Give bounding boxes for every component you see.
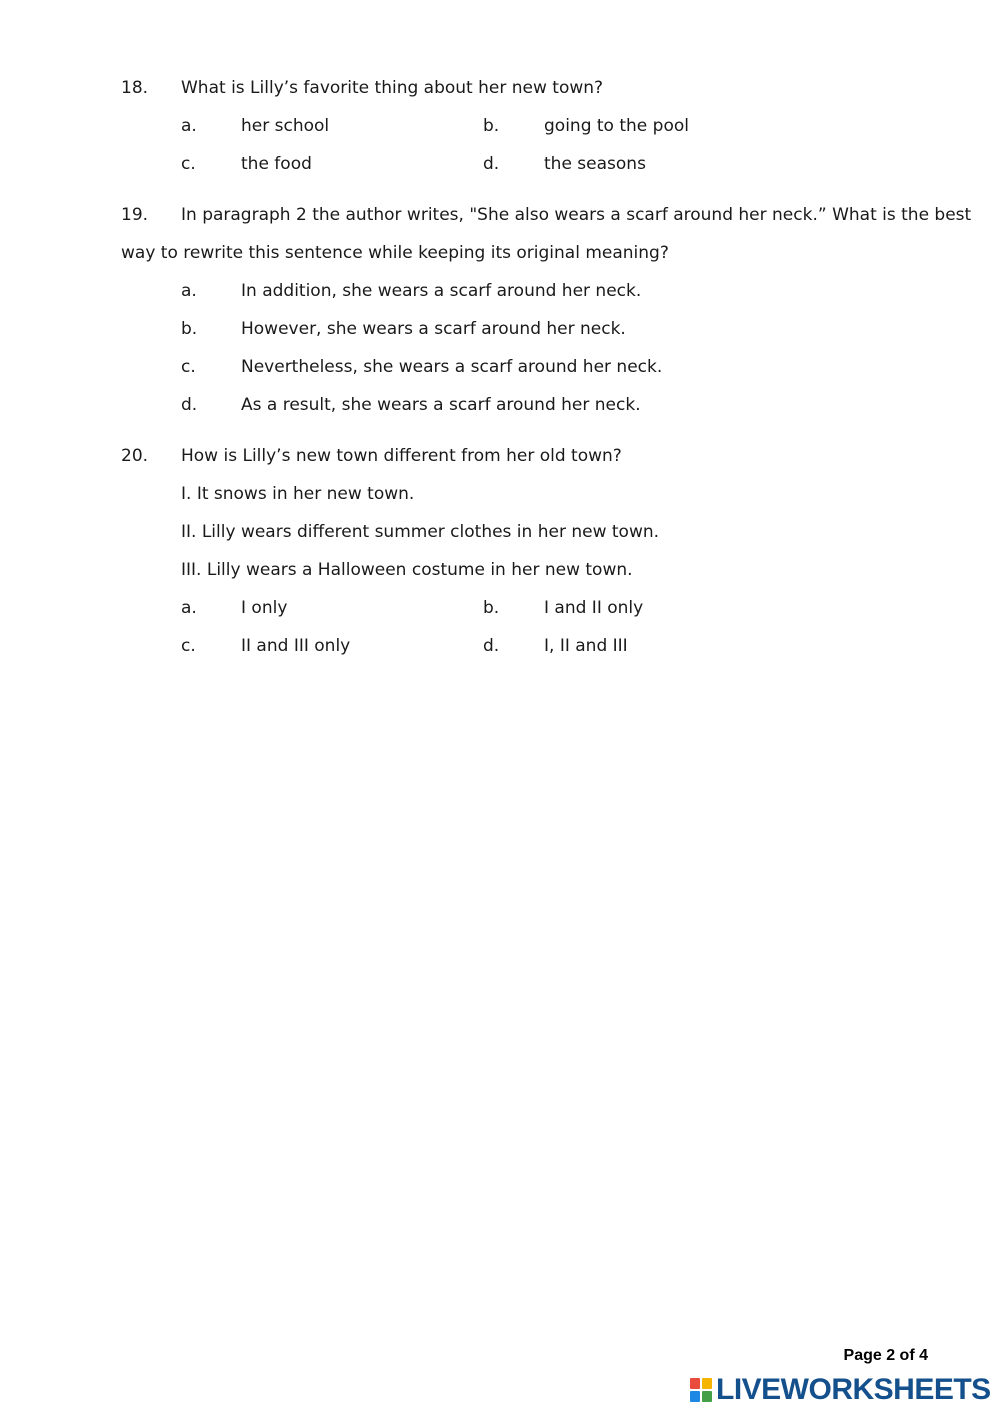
- logo-square-icon: [690, 1378, 700, 1389]
- option-text: going to the pool: [544, 116, 689, 136]
- option-text: II and III only: [241, 636, 351, 656]
- option-letter: a.: [181, 281, 197, 301]
- option-letter: c.: [181, 636, 196, 656]
- option-text: I only: [241, 598, 288, 618]
- option-letter: d.: [181, 395, 198, 415]
- option-letter: a.: [181, 116, 197, 136]
- brand-name: LIVEWORKSHEETS: [716, 1373, 991, 1406]
- page-number: Page 2 of 4: [843, 1347, 928, 1364]
- question-number: 18.: [121, 78, 149, 98]
- option-letter: a.: [181, 598, 197, 618]
- question-text: In paragraph 2 the author writes, "She also wears a scarf around her neck.” What is the best: [181, 205, 972, 225]
- question-text: What is Lilly’s favorite thing about her new town?: [181, 78, 604, 98]
- statement: III. Lilly wears a Halloween costume in her new town.: [181, 560, 633, 580]
- option-text: In addition, she wears a scarf around her neck.: [241, 281, 642, 301]
- question-number: 19.: [121, 205, 149, 225]
- question-text-continued: way to rewrite this sentence while keeping its original meaning?: [121, 243, 669, 263]
- question-number: 20.: [121, 446, 149, 466]
- option-letter: d.: [483, 636, 500, 656]
- option-letter: b.: [181, 319, 198, 339]
- statement: II. Lilly wears different summer clothes in her new town.: [181, 522, 660, 542]
- logo-square-icon: [690, 1391, 700, 1402]
- liveworksheets-logo: [690, 1373, 991, 1407]
- option-text: Nevertheless, she wears a scarf around her neck.: [241, 357, 663, 377]
- option-text: I and II only: [544, 598, 644, 618]
- option-letter: b.: [483, 116, 500, 136]
- option-text: I, II and III: [544, 636, 628, 656]
- question-text: How is Lilly’s new town different from her old town?: [181, 446, 622, 466]
- option-letter: c.: [181, 154, 196, 174]
- option-letter: d.: [483, 154, 500, 174]
- option-text: the food: [241, 154, 312, 174]
- logo-square-icon: [702, 1391, 712, 1402]
- logo-grid-icon: [690, 1378, 712, 1402]
- option-letter: c.: [181, 357, 196, 377]
- option-text: the seasons: [544, 154, 646, 174]
- option-text: her school: [241, 116, 330, 136]
- statement: I. It snows in her new town.: [181, 484, 415, 504]
- logo-square-icon: [702, 1378, 712, 1389]
- option-text: As a result, she wears a scarf around her neck.: [241, 395, 641, 415]
- option-text: However, she wears a scarf around her neck.: [241, 319, 626, 339]
- option-letter: b.: [483, 598, 500, 618]
